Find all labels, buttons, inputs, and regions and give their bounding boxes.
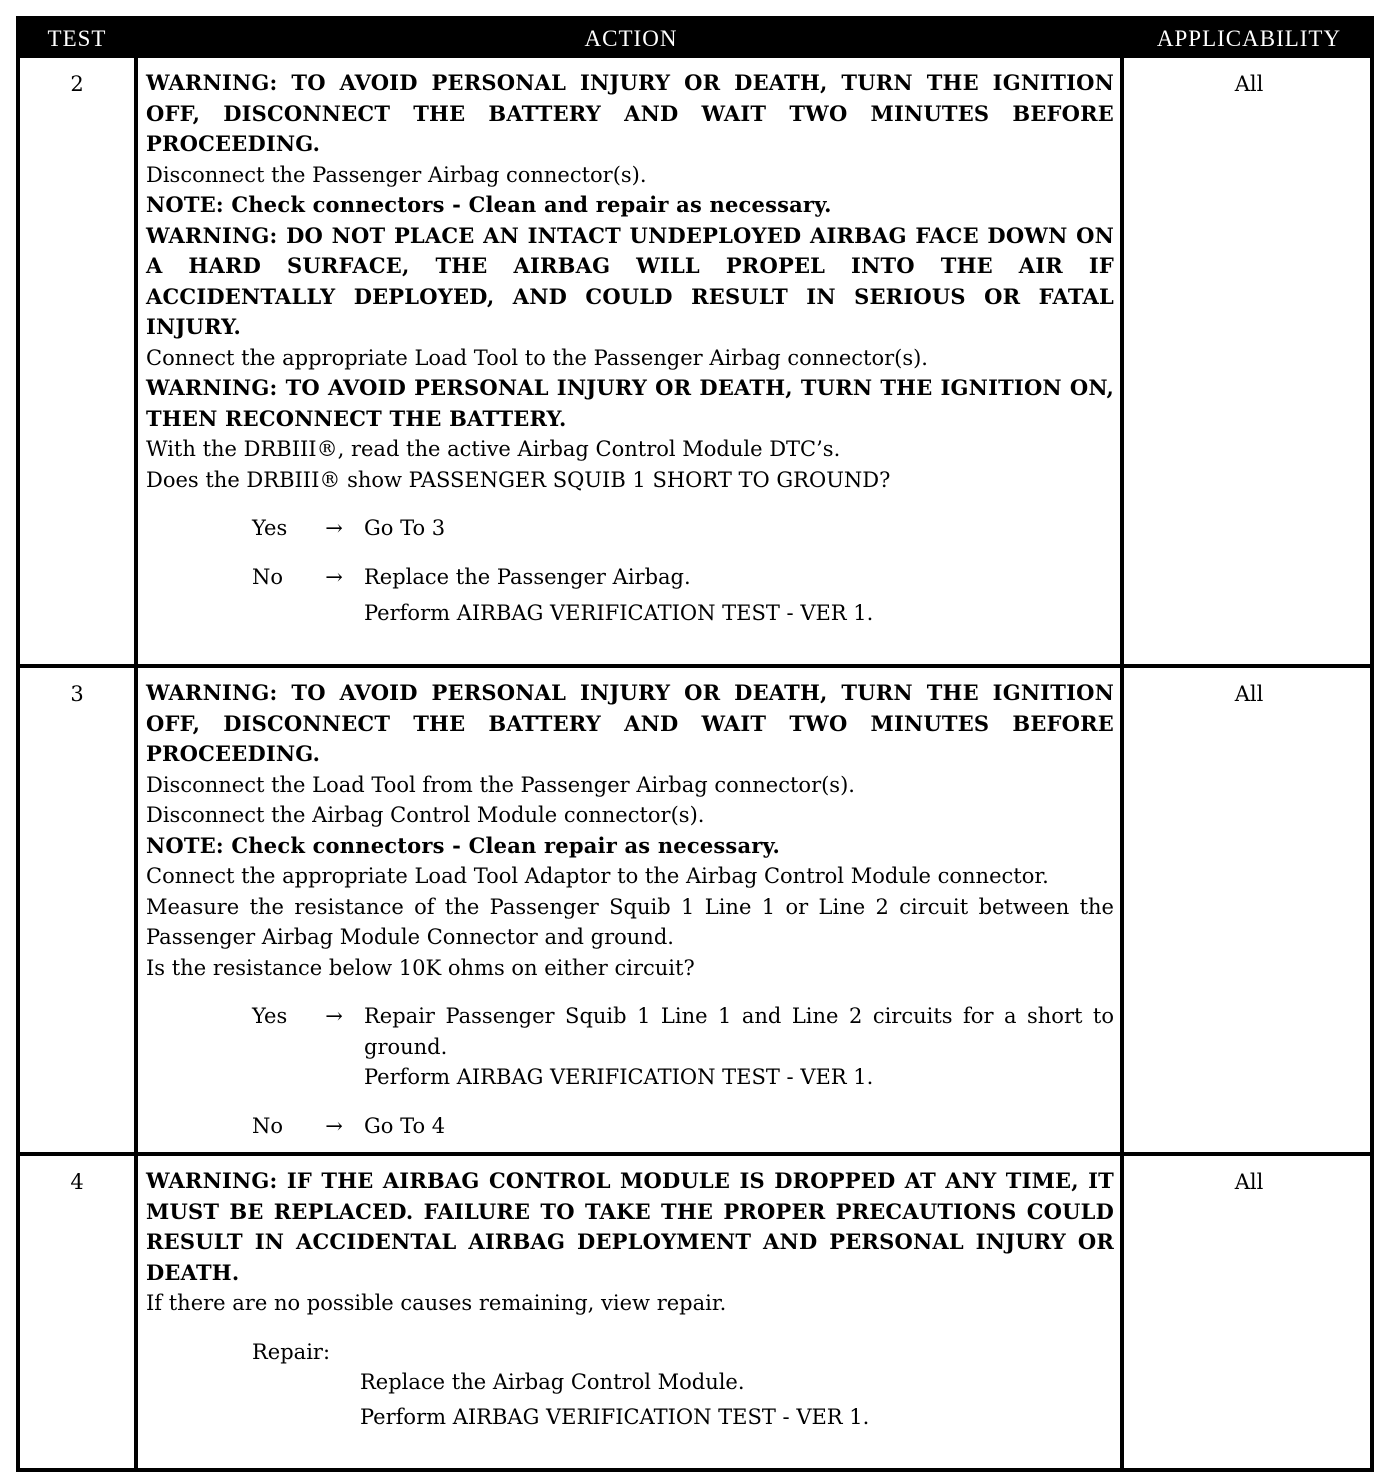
answer-label: No — [252, 1113, 284, 1138]
arrow-icon: → — [325, 1113, 343, 1138]
question-text: Does the DRBIII® show PASSENGER SQUIB 1 SHORT TO GROUND? — [146, 467, 891, 492]
repair-text: Perform AIRBAG VERIFICATION TEST - VER 1. — [360, 1404, 870, 1429]
header-applicability: APPLICABILITY — [1156, 26, 1342, 51]
diagnostic-table — [16, 16, 1374, 1472]
note-text: NOTE: Check connectors - Clean and repair as necessary. — [146, 192, 832, 217]
warning-text: WARNING: TO AVOID PERSONAL INJURY OR DEATH, TURN THE IGNITION ON, THEN RECONNECT THE BATTERY. — [146, 375, 1114, 431]
instruction-text: Connect the appropriate Load Tool Adaptor to the Airbag Control Module connector. — [146, 864, 1049, 888]
repair-text: Replace the Airbag Control Module. — [360, 1370, 745, 1394]
question-text: Is the resistance below 10K ohms on either circuit? — [146, 955, 695, 980]
instruction-text: If there are no possible causes remaining, view repair. — [146, 1291, 727, 1315]
answer-no — [252, 562, 1114, 629]
test-number: 3 — [70, 682, 84, 706]
instruction-text: Connect the appropriate Load Tool to the Passenger Airbag connector(s). — [146, 345, 928, 370]
arrow-icon: → — [325, 1004, 343, 1028]
answer-yes — [252, 513, 1114, 544]
instruction-text: Disconnect the Airbag Control Module connector(s). — [146, 803, 705, 827]
repair-label: Repair: — [252, 1339, 331, 1364]
answer-text: Perform AIRBAG VERIFICATION TEST - VER 1. — [364, 1065, 874, 1089]
applicability-value: All — [1234, 72, 1264, 96]
repair-section — [252, 1337, 1114, 1433]
action-cell — [146, 678, 1114, 1141]
warning-text: WARNING: TO AVOID PERSONAL INJURY OR DEATH, TURN THE IGNITION OFF, DISCONNECT THE BATTERY AND WAIT TWO MINUTES BEFORE PROCEEDING. — [146, 70, 1114, 156]
action-cell — [146, 68, 1114, 629]
answer-label: Yes — [252, 516, 288, 540]
answer-no — [252, 1111, 1114, 1142]
instruction-text: Disconnect the Passenger Airbag connector(s). — [146, 162, 647, 187]
arrow-icon: → — [325, 564, 343, 589]
answer-text: Repair Passenger Squib 1 Line 1 and Line 2 circuits for a short to ground. — [364, 1004, 1114, 1059]
answer-text: Go To 4 — [364, 1113, 446, 1138]
answer-yes — [252, 1001, 1114, 1093]
instruction-text: Measure the resistance of the Passenger Squib 1 Line 1 or Line 2 circuit between the Passenger Airbag Module Connector and ground. — [146, 894, 1114, 949]
answer-text: Replace the Passenger Airbag. — [364, 564, 691, 589]
warning-text: WARNING: IF THE AIRBAG CONTROL MODULE IS DROPPED AT ANY TIME, IT MUST BE REPLACED. FAILURE TO TAKE THE PROPER PRECAUTIONS COULD RESULT IN ACCIDENTAL AIRBAG DEPLOYMENT AND PERSONAL INJURY OR DEATH. — [146, 1168, 1114, 1285]
table-row — [20, 1156, 1370, 1472]
applicability-value: All — [1234, 682, 1264, 706]
table-header — [20, 20, 1370, 58]
answer-text: Perform AIRBAG VERIFICATION TEST - VER 1. — [364, 601, 874, 625]
table-row — [20, 668, 1370, 1152]
warning-text: WARNING: DO NOT PLACE AN INTACT UNDEPLOYED AIRBAG FACE DOWN ON A HARD SURFACE, THE AIRBAG WILL PROPEL INTO THE AIR IF ACCIDENTALLY DEPLOYED, AND COULD RESULT IN SERIOUS OR FATAL INJURY. — [146, 222, 1114, 339]
instruction-text: Disconnect the Load Tool from the Passenger Airbag connector(s). — [146, 772, 855, 797]
test-number: 4 — [70, 1170, 84, 1194]
applicability-value: All — [1234, 1170, 1264, 1194]
header-action: ACTION — [584, 26, 678, 51]
note-text: NOTE: Check connectors - Clean repair as necessary. — [146, 832, 781, 858]
warning-text: WARNING: TO AVOID PERSONAL INJURY OR DEATH, TURN THE IGNITION OFF, DISCONNECT THE BATTERY AND WAIT TWO MINUTES BEFORE PROCEEDING. — [146, 680, 1114, 766]
table-row — [20, 58, 1370, 666]
answer-text: Go To 3 — [364, 516, 446, 540]
answer-label: No — [252, 564, 284, 589]
action-cell — [146, 1166, 1114, 1432]
test-number: 2 — [70, 72, 84, 96]
instruction-text: With the DRBIII®, read the active Airbag Control Module DTC’s. — [146, 437, 841, 461]
arrow-icon: → — [325, 516, 343, 540]
header-test: TEST — [47, 26, 107, 51]
answer-label: Yes — [252, 1004, 288, 1028]
